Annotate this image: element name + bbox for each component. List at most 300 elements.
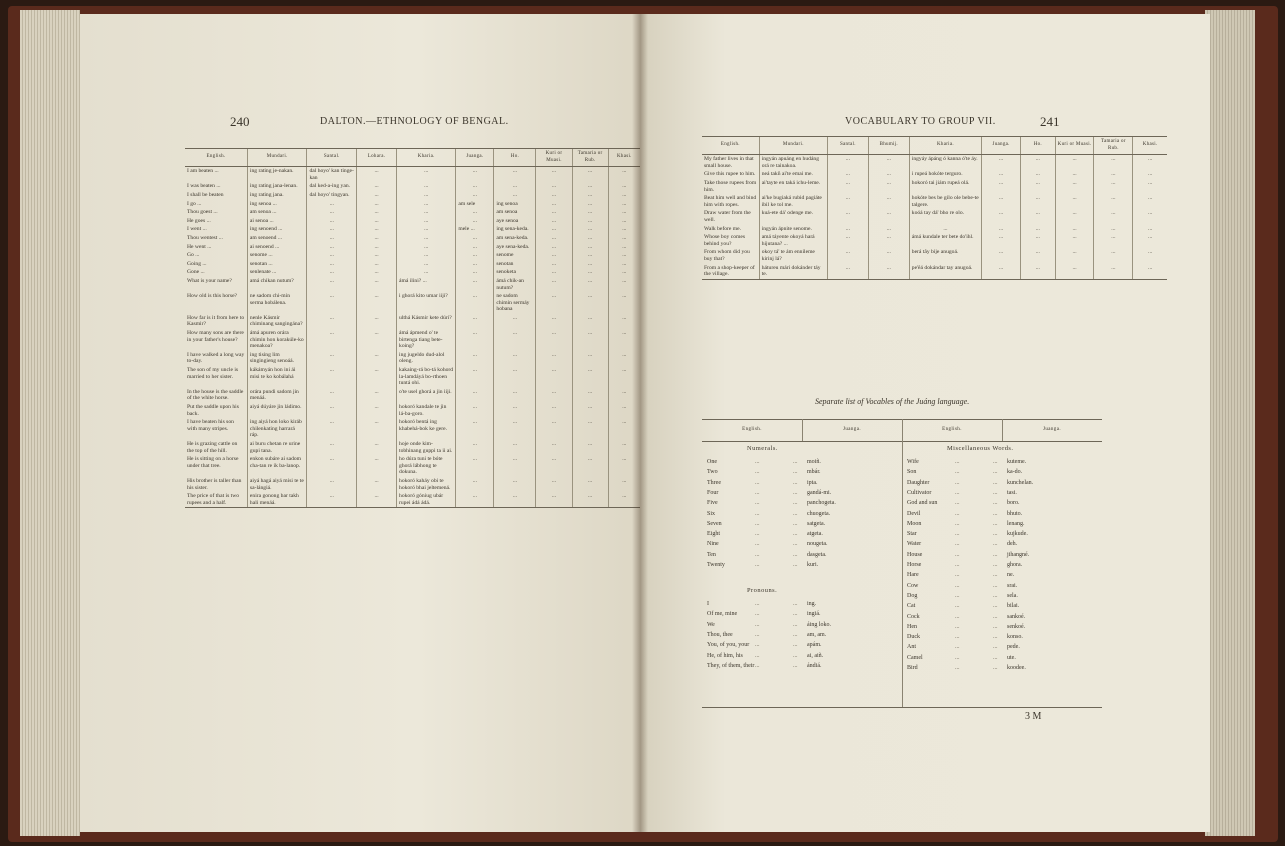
left-table-cell: He is grazing cattle on the top of the hill. [187,440,238,454]
left-table-cell: ... [357,388,397,403]
left-table-cell: ... [357,260,397,269]
left-table-cell: ... [536,191,572,200]
left-table-cell: He went ... [187,243,212,250]
misc-leader-dots: ... [993,541,998,548]
left-table-row [185,234,640,243]
pronouns-list-item [707,601,897,611]
right-table-cell: ... [827,194,868,209]
pronouns-juang-word: ándiá. [807,662,822,669]
numerals-juang-word: chuogeta. [807,510,831,517]
left-table-cell: How old is this horse? [187,293,238,300]
numerals-english-word: Four [707,489,719,496]
left-table-row [185,366,640,388]
left-table-cell: ... [572,217,608,226]
left-table-cell: The price of that is two rupees and a half. [185,492,247,508]
left-table-cell: ... [608,492,640,508]
numerals-leader-dots: ... [793,500,798,507]
right-table-cell: ... [827,170,868,179]
left-table-cell: ... [397,268,456,277]
pronouns-leader-dots: ... [755,631,760,638]
left-table-cell: dal ked-a-ing yan. [307,182,357,191]
misc-leader-dots: ... [993,603,998,610]
left-table-cell: ... [307,243,357,252]
left-table-cell: ... [572,277,608,292]
right-table-cell: Draw water from the well. [704,210,751,223]
left-table-cell: ... [456,388,494,403]
misc-list-item [907,583,1097,593]
left-table-cell: ámá ilini? ... [397,277,456,292]
left-table-cell: ... [357,191,397,200]
numerals-list-item [707,511,897,521]
left-table-cell: ... [456,182,494,191]
left-table-cell: ... [494,366,536,388]
numerals-english-word: Ten [707,551,716,558]
numerals-english-word: Two [707,469,718,476]
numerals-leader-dots: ... [755,541,760,548]
left-table-cell: am senoend ... [247,234,307,243]
misc-list-item [907,511,1097,521]
left-table-cell: ... [536,243,572,252]
misc-leader-dots: ... [955,562,960,568]
left-table-cell: ... [307,277,357,292]
misc-list-item [907,562,1097,572]
misc-english-word: Bird [907,665,918,671]
numerals-english-word: Nine [707,541,719,548]
left-table-cell: ... [397,234,456,243]
right-table-cell: ... [1055,170,1094,179]
misc-leader-dots: ... [993,582,998,589]
left-page-number: 240 [230,114,250,129]
left-table-cell: o'te usel ghorá a jin iiji. [397,388,456,403]
left-table-cell: ing tising lim singingieng senoáá. [247,351,307,366]
right-table-cell: ... [868,225,909,234]
misc-leader-dots: ... [993,654,998,661]
right-table-cell: hátureu mári dokánder táy te. [759,264,827,280]
left-table-cell: ... [357,314,397,329]
misc-english-word: Horse [907,562,922,568]
misc-juang-word: konso. [1007,634,1023,641]
right-table-row [702,209,1167,224]
left-table-cell: ai senoa ... [247,217,307,226]
left-table-cell: hokoró góniug ubár rupei ádá ádá. [397,492,456,508]
pronouns-leader-dots: ... [793,601,798,607]
left-table-cell: ... [608,292,640,314]
right-table-cell: Walk before me. [704,225,741,232]
right-column-header: Khasi. [1133,137,1167,155]
numerals-leader-dots: ... [793,551,798,558]
left-table-cell: senotan ... [247,260,307,269]
left-table-cell: ... [456,251,494,260]
left-table-cell: ... [357,492,397,508]
misc-juang-word: ghora. [1007,562,1023,568]
misc-juang-word: lenang. [1007,520,1025,527]
left-table-cell: ... [307,268,357,277]
numerals-list-item [707,562,897,572]
left-table-cell: ... [494,329,536,351]
right-table-cell: ... [1133,209,1167,224]
left-table-cell: ... [608,403,640,418]
numerals-juang-word: kuri. [807,562,819,568]
right-table-cell: ... [982,155,1021,171]
left-column-header: Tamaria or Rub. [572,149,608,167]
left-table-cell: ... [494,182,536,191]
left-table-cell: ... [536,351,572,366]
numerals-english-word: Eight [707,531,720,538]
pronouns-leader-dots: ... [755,601,760,607]
pronouns-leader-dots: ... [755,611,760,618]
right-table-cell: ... [1094,209,1133,224]
right-table-cell: ... [868,264,909,280]
left-table-cell: ... [608,208,640,217]
left-table-cell: ... [357,200,397,209]
right-table-cell: ingyáy ápáng ó kanna ó'te áy. [909,155,981,171]
left-table-cell: ... [536,455,572,477]
right-table-cell: ... [868,233,909,248]
left-table-cell: senome [494,251,536,260]
misc-leader-dots: ... [993,634,998,641]
right-table-cell: ... [1021,233,1056,248]
right-table-cell: ... [1055,209,1094,224]
misc-juang-word: koodee. [1007,665,1026,671]
left-table-cell: ... [536,208,572,217]
numerals-list-item [707,500,897,510]
left-table-cell: ... [536,314,572,329]
misc-english-word: Camel [907,654,923,661]
left-table-cell: ... [608,182,640,191]
left-table-cell: ... [307,388,357,403]
right-table-cell: My father lives in that small house. [704,156,754,169]
right-table-cell: Take those rupees from him. [704,179,757,193]
left-table-cell: ... [456,191,494,200]
left-table-row [185,200,640,209]
left-column-header: Khasi. [608,149,640,167]
right-table-cell: ... [982,209,1021,224]
left-table-cell: ... [357,477,397,492]
left-table-cell: ... [456,403,494,418]
left-table-cell: ing rating jana. [247,191,307,200]
left-table-cell: ... [608,191,640,200]
left-table-cell: ... [357,455,397,477]
left-table-cell: ... [357,418,397,440]
left-table-cell: am sele [456,200,494,209]
misc-list-item [907,500,1097,510]
left-table-cell: senotan [494,260,536,269]
right-page-edges [1205,10,1255,836]
right-table-cell: ... [868,248,909,263]
left-table-row [185,191,640,200]
right-table-cell: ... [1094,155,1133,171]
left-table-cell: ... [572,191,608,200]
pronouns-english-word: You, of you, your [707,642,750,649]
left-table-cell: ... [456,351,494,366]
pronouns-leader-dots: ... [755,662,760,669]
pronouns-english-word: Of me, mine [707,611,738,618]
left-column-header: Mundari. [247,149,307,167]
right-table-cell: From whom did you buy that? [704,249,750,262]
left-table-cell: ... [536,492,572,508]
left-column-header: Juanga. [456,149,494,167]
right-table-cell: ... [868,155,909,171]
misc-leader-dots: ... [955,592,960,599]
right-table-cell: ... [827,248,868,263]
right-table-cell: ... [868,179,909,194]
left-table-cell: ámá apuren orára chimin hon korakúle-ko menakoa? [247,329,307,351]
right-page [640,14,1210,832]
left-table-cell: ... [397,208,456,217]
numerals-juang-word: dasgeta. [807,551,827,558]
right-table-cell: ... [1094,225,1133,234]
pronouns-leader-dots: ... [755,642,760,649]
left-table-cell: ... [536,477,572,492]
left-table-cell: ... [397,217,456,226]
signature-mark: 3 M [1025,711,1042,722]
left-table-cell: ... [494,403,536,418]
right-table-cell: ... [1055,225,1094,234]
left-table-cell: His brother is taller than his sister. [187,477,242,491]
left-table-row [185,492,640,508]
left-table-cell: ... [608,277,640,292]
left-table-cell: ... [572,492,608,508]
misc-juang-word: sankoé. [1007,613,1026,620]
misc-leader-dots: ... [993,613,998,620]
left-table-cell: ... [307,492,357,508]
pronouns-english-word: Thou, thee [707,631,733,638]
right-table-cell: okoy tá' te ám ennileme kirinj lá? [759,248,827,263]
left-table-cell: ... [494,477,536,492]
numerals-leader-dots: ... [755,562,760,568]
left-table-cell: hokoró kaháy obi te hokoró bhai jeltemená. [397,477,456,492]
left-table-row [185,329,640,351]
numerals-list-item [707,480,897,490]
right-column-header: Mundari. [759,137,827,155]
right-table-cell: ... [1094,194,1133,209]
numerals-english-word: Twenty [707,562,725,568]
list-column-header: Juanga. [843,427,861,432]
misc-juang-word: tasi. [1007,489,1017,496]
misc-leader-dots: ... [955,665,960,671]
left-table-cell: ... [536,277,572,292]
left-table-cell: am senoa ... [247,208,307,217]
left-table-cell: ... [307,200,357,209]
numerals-leader-dots: ... [793,510,798,517]
left-table-cell: ... [456,217,494,226]
left-table-cell: ... [307,351,357,366]
left-table-cell: kákámyán hon ini ái misi te ko kobálahá [247,366,307,388]
numerals-leader-dots: ... [755,510,760,517]
left-table-cell: ... [456,277,494,292]
left-table-cell: ... [307,440,357,455]
left-table-cell: ne sadom chi-min serma hobálena. [247,292,307,314]
numerals-list-item [707,469,897,479]
numerals-juang-word: panchogeta. [807,500,836,507]
right-table-cell: ... [982,194,1021,209]
left-table-cell: ... [456,329,494,351]
numerals-juang-word: satgeta. [807,520,826,527]
left-table-cell: ... [572,403,608,418]
misc-leader-dots: ... [955,551,960,558]
left-table-cell: ... [357,268,397,277]
numerals-leader-dots: ... [755,489,760,496]
right-table-row [702,233,1167,248]
numerals-list-item [707,459,897,469]
left-table-cell: ... [456,440,494,455]
right-table-cell: ... [982,248,1021,263]
numerals-leader-dots: ... [755,469,760,476]
list-column-header: Juanga. [1043,427,1061,432]
pronouns-list-item [707,642,897,652]
left-table-cell: ... [608,251,640,260]
left-table-cell: am sena-keda. [494,234,536,243]
left-column-header: Kuri or Muasi. [536,149,572,167]
right-table-cell: ... [909,225,981,234]
misc-list-item [907,614,1097,624]
left-table-cell: ... [536,329,572,351]
numerals-juang-word: mbár. [807,469,821,476]
pronouns-leader-dots: ... [793,652,798,659]
left-table-cell: ... [494,191,536,200]
misc-juang-word: pede. [1007,644,1020,651]
left-table-cell: ... [456,268,494,277]
left-table-cell: ... [608,217,640,226]
left-table-cell: ing aiyá hon loko kiráb chilenkating harrará ráp. [247,418,307,440]
left-table-cell: ... [397,191,456,200]
left-table-cell: ... [608,167,640,183]
misc-leader-dots: ... [955,613,960,620]
misc-leader-dots: ... [993,469,998,476]
left-table-cell: ... [357,208,397,217]
right-table-cell: ... [827,155,868,171]
book-gutter [632,14,648,832]
left-table-row [185,403,640,418]
numerals-leader-dots: ... [755,500,760,507]
pronouns-juang-word: áing loko. [807,621,831,628]
left-table-cell: Going ... [187,260,207,267]
left-table-cell: ... [307,292,357,314]
pronouns-leader-dots: ... [793,642,798,649]
left-table-cell: ... [536,440,572,455]
misc-leader-dots: ... [955,459,960,465]
right-table-cell: ... [827,264,868,280]
numerals-leader-dots: ... [755,531,760,538]
left-table-cell: ing senoa [494,200,536,209]
misc-juang-word: jihangné. [1007,551,1030,558]
left-table-cell: ... [307,455,357,477]
numerals-leader-dots: ... [793,469,798,476]
misc-english-word: Ant [907,644,916,651]
numerals-leader-dots: ... [755,551,760,558]
misc-english-word: Devil [907,510,921,517]
left-table-cell: ... [572,314,608,329]
pronouns-english-word: We [707,621,715,628]
left-table-cell: ulthá Kásmir kete dúri? [397,314,456,329]
left-table-cell: ... [357,234,397,243]
left-table-cell: ... [572,455,608,477]
misc-list-item [907,480,1097,490]
right-table-cell: ingyán apuáng en hudáng orá re tainakoa. [759,155,827,171]
misc-leader-dots: ... [993,489,998,496]
pronouns-list-item [707,611,897,621]
numerals-juang-word: moiñ. [807,459,821,465]
left-table-cell: ... [456,234,494,243]
left-table-cell: ... [307,314,357,329]
left-table-cell: ... [536,268,572,277]
right-table-cell: pe'êá dokándar tay anugoá. [909,264,981,280]
left-table-cell: ... [536,418,572,440]
misc-leader-dots: ... [993,562,998,568]
list-col-divider [902,419,903,707]
left-table-cell: ho dúra tuni te bóte ghorá lábhong te dokuna. [397,455,456,477]
left-table-cell: ... [397,225,456,234]
left-table-cell: aiyá hagá aiyá misi te te sa-lángiá. [247,477,307,492]
left-table-cell: ... [608,243,640,252]
left-column-header: English. [185,149,247,167]
left-table-cell: hoje onde kim-tobhinang guppi ta ii ai. [397,440,456,455]
left-table-cell: dal hoyo' tingyan. [307,191,357,200]
right-table-row [702,170,1167,179]
misc-english-word: Cat [907,603,916,610]
right-table-cell: ... [1133,248,1167,263]
misc-leader-dots: ... [955,469,960,476]
right-table-cell: ... [868,170,909,179]
left-table-cell: I have walked a long way to-day. [187,351,245,365]
misc-list-item [907,521,1097,531]
misc-list-item [907,572,1097,582]
left-table-cell: ... [307,403,357,418]
left-table-row [185,388,640,403]
right-table-cell: i rupeá hokóte terguro. [909,170,981,179]
numerals-juang-word: ipta. [807,479,818,486]
misc-english-word: Daughter [907,479,930,486]
left-table-cell: ... [307,366,357,388]
misc-leader-dots: ... [993,531,998,538]
numerals-leader-dots: ... [793,459,798,465]
right-table-cell: hokoró tai jiám rupeá olá. [909,179,981,194]
left-table-row [185,440,640,455]
left-table-cell: How many sons are there in your father's house? [187,330,244,343]
right-table-cell: neá takñ ai'te emai me. [759,170,827,179]
numerals-leader-dots: ... [793,531,798,538]
left-table-cell: nenle Kásmir chiminang sangingána? [247,314,307,329]
left-table-cell: How far is it from here to Kasmir? [187,314,245,328]
right-column-header: Juanga. [982,137,1021,155]
left-table-cell: ... [357,351,397,366]
left-table-row [185,167,640,183]
left-table-cell: ... [572,440,608,455]
left-table-cell: ... [608,388,640,403]
right-table-cell: ... [1094,233,1133,248]
list-column-header: English. [942,427,962,432]
left-table-row [185,351,640,366]
separate-list-title: Separate list of Vocables of the Juáng language. [815,397,970,406]
right-table-cell: ... [1021,248,1056,263]
left-table-cell: ... [307,225,357,234]
misc-juang-word: ka-do. [1007,469,1023,476]
numerals-leader-dots: ... [793,562,798,568]
numerals-leader-dots: ... [755,459,760,465]
pronouns-juang-word: ingiá. [807,611,821,618]
left-table-cell: ai senoend ... [247,243,307,252]
misc-juang-word: deh. [1007,541,1018,548]
misc-english-word: Wife [907,459,919,465]
left-table-cell: ... [397,200,456,209]
misc-juang-word: kunchelan. [1007,479,1034,486]
numerals-juang-word: nougeta. [807,541,828,548]
left-table-cell: ... [456,314,494,329]
left-table-row [185,418,640,440]
misc-leader-dots: ... [993,665,998,671]
left-table-cell: He is sitting on a horse under that tree. [187,456,239,469]
left-table-cell: ... [357,440,397,455]
